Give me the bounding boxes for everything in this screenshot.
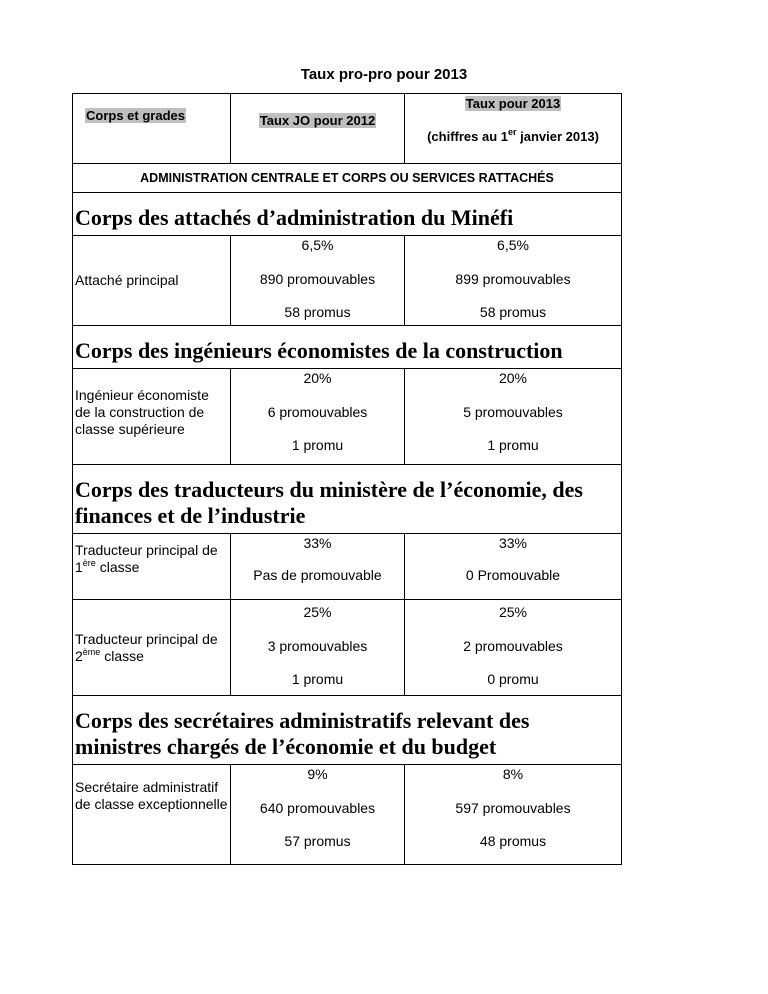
rate-2012-cell: 9% 640 promouvables 57 promus	[231, 765, 405, 865]
section-row	[73, 164, 622, 193]
corps-title-row	[73, 696, 622, 765]
page-title: Taux pro-pro pour 2013	[300, 66, 468, 83]
grade-label: Traducteur principal de 2ème classe	[73, 600, 231, 696]
header-taux-2012: Taux JO pour 2012	[259, 113, 376, 128]
header-date-note: (chiffres au 1er janvier 2013)	[427, 127, 599, 144]
header-taux-2013: Taux pour 2013	[465, 96, 561, 111]
grade-label: Attaché principal	[73, 236, 231, 326]
rate-2013-cell: 8% 597 promouvables 48 promus	[405, 765, 622, 865]
header-corps-grades: Corps et grades	[86, 108, 185, 123]
grade-label: Ingénieur économiste de la construction de classe supérieure	[73, 369, 231, 465]
corps-title-row	[73, 326, 622, 369]
grade-row	[73, 534, 622, 600]
grade-row	[73, 765, 622, 865]
corps-title: Corps des secrétaires administratifs relevant des ministres chargés de l’économie et du budget	[73, 696, 622, 765]
rate-2012-cell: 33% Pas de promouvable	[231, 534, 405, 600]
corps-title-row	[73, 193, 622, 236]
corps-title: Corps des traducteurs du ministère de l’économie, des finances et de l’industrie	[73, 465, 622, 534]
corps-title: Corps des attachés d’administration du Minéfi	[73, 193, 622, 236]
rates-table	[72, 93, 622, 865]
rate-2013-cell: 6,5% 899 promouvables 58 promus	[405, 236, 622, 326]
grade-label: Traducteur principal de 1ère classe	[73, 534, 231, 600]
section-title: ADMINISTRATION CENTRALE ET CORPS OU SERVICES RATTACHÉS	[73, 164, 622, 193]
rate-2013-cell: 33% 0 Promouvable	[405, 534, 622, 600]
rate-2013-cell: 25% 2 promouvables 0 promu	[405, 600, 622, 696]
rate-2012-cell: 20% 6 promouvables 1 promu	[231, 369, 405, 465]
rate-2013-cell: 20% 5 promouvables 1 promu	[405, 369, 622, 465]
grade-row	[73, 236, 622, 326]
grade-row	[73, 600, 622, 696]
corps-title-row	[73, 465, 622, 534]
rate-2012-cell: 25% 3 promouvables 1 promu	[231, 600, 405, 696]
rate-2012-cell: 6,5% 890 promouvables 58 promus	[231, 236, 405, 326]
grade-label: Secrétaire administratif de classe exceptionnelle	[73, 765, 231, 865]
header-row	[73, 94, 622, 164]
corps-title: Corps des ingénieurs économistes de la construction	[73, 326, 622, 369]
grade-row	[73, 369, 622, 465]
